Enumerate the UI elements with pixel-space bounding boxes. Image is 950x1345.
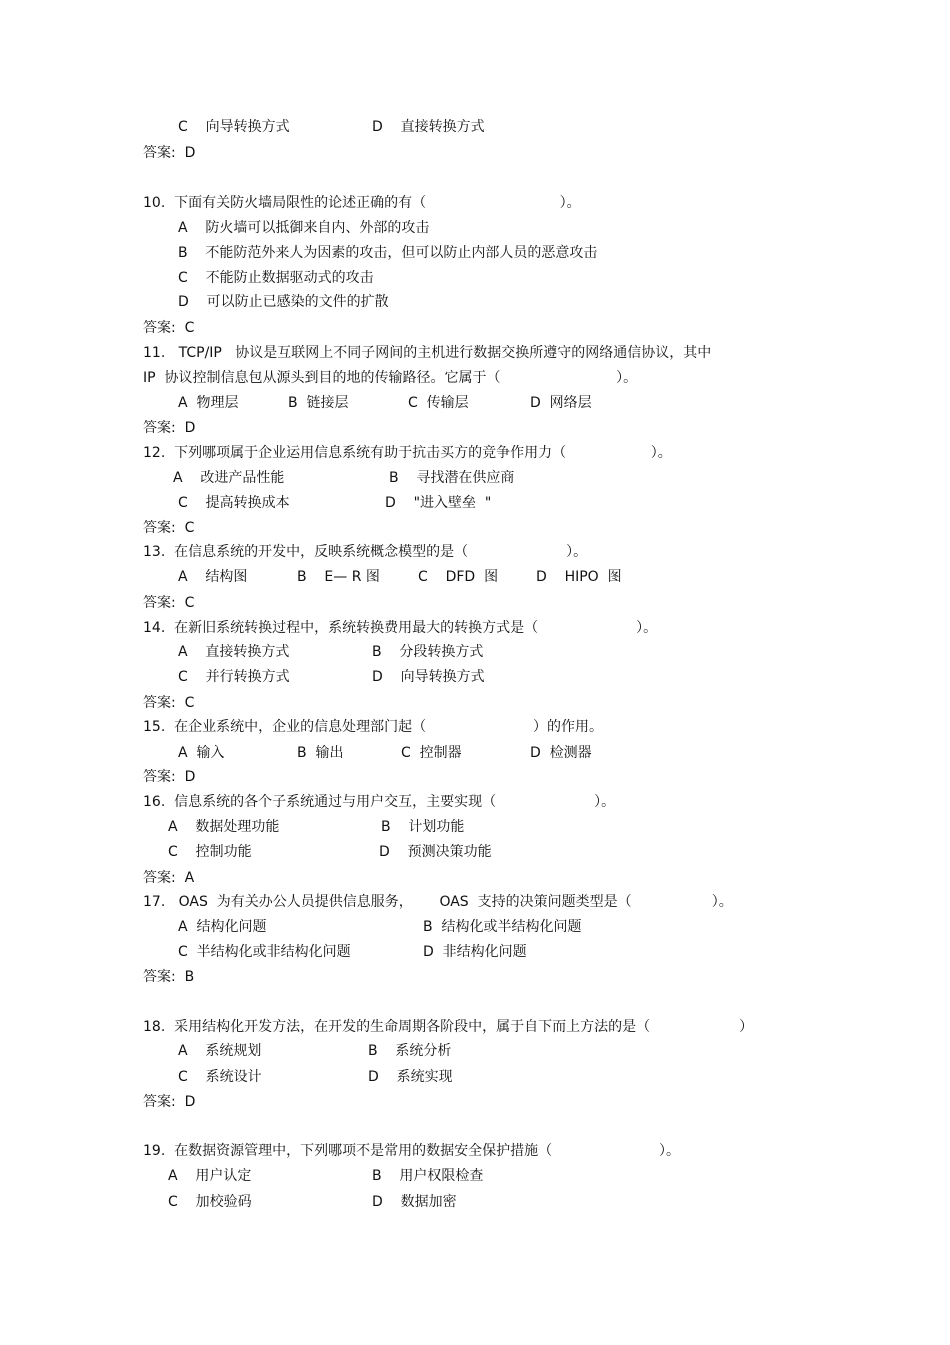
text-line: A 系统规划 — [178, 1043, 262, 1059]
text-line: A 防火墙可以抵御来自内、外部的攻击 — [178, 220, 430, 236]
text-line: C 控制功能 — [168, 844, 252, 860]
text-line: A 结构图 — [178, 569, 248, 585]
text-line: 17. OAS 为有关办公人员提供信息服务， OAS 支持的决策问题类型是（ ）。 — [143, 894, 733, 910]
text-line: B 结构化或半结构化问题 — [423, 919, 582, 935]
text-line: C 不能防止数据驱动式的攻击 — [178, 270, 374, 286]
text-line: A 数据处理功能 — [168, 819, 280, 835]
text-line: 12. 下列哪项属于企业运用信息系统有助于抗击买方的竞争作用力（ ）。 — [143, 445, 672, 461]
text-line: D 检测器 — [530, 745, 592, 761]
text-line: D 数据加密 — [372, 1194, 457, 1210]
text-line: B 分段转换方式 — [372, 644, 484, 660]
text-line: 答案: D — [143, 145, 196, 161]
text-line: D HIPO 图 — [536, 569, 622, 585]
text-line: 18. 采用结构化开发方法，在开发的生命周期各阶段中，属于自下而上方法的是（ ） — [143, 1019, 754, 1035]
text-line: 答案: C — [143, 695, 195, 711]
text-line: 答案: C — [143, 520, 195, 536]
text-line: D 系统实现 — [368, 1069, 453, 1085]
text-line: D 网络层 — [530, 395, 592, 411]
text-line: 16. 信息系统的各个子系统通过与用户交互，主要实现（ ）。 — [143, 794, 616, 810]
text-line: C 并行转换方式 — [178, 669, 290, 685]
text-line: B 用户权限检查 — [372, 1168, 484, 1184]
text-line: C 提高转换成本 — [178, 495, 290, 511]
text-line: B 输出 — [297, 745, 344, 761]
text-line: D 可以防止已感染的文件的扩散 — [178, 294, 389, 310]
text-line: D 直接转换方式 — [372, 119, 485, 135]
text-line: B 链接层 — [288, 395, 349, 411]
text-line: 15. 在企业系统中，企业的信息处理部门起（ ）的作用。 — [143, 719, 603, 735]
text-line: 答案: B — [143, 969, 195, 985]
text-line: A 输入 — [178, 745, 225, 761]
text-line: C 半结构化或非结构化问题 — [178, 944, 351, 960]
text-line: A 用户认定 — [168, 1168, 252, 1184]
text-line: D 预测决策功能 — [379, 844, 492, 860]
text-line: B 不能防范外来人为因素的攻击，但可以防止内部人员的恶意攻击 — [178, 245, 598, 261]
text-line: B E— R 图 — [297, 569, 380, 585]
text-line: 13. 在信息系统的开发中，反映系统概念模型的是（ ）。 — [143, 544, 588, 560]
text-line: D 非结构化问题 — [423, 944, 527, 960]
text-line: B 系统分析 — [368, 1043, 452, 1059]
text-line: 19. 在数据资源管理中，下列哪项不是常用的数据安全保护措施（ ）。 — [143, 1143, 680, 1159]
text-line: A 结构化问题 — [178, 919, 267, 935]
text-line: 答案: D — [143, 1094, 196, 1110]
text-line: C DFD 图 — [418, 569, 499, 585]
text-line: B 寻找潜在供应商 — [389, 470, 515, 486]
text-line: 10. 下面有关防火墙局限性的论述正确的有（ ）。 — [143, 195, 581, 211]
text-line: C 向导转换方式 — [178, 119, 290, 135]
text-line: 答案: C — [143, 320, 195, 336]
text-line: A 物理层 — [178, 395, 239, 411]
text-line: D 向导转换方式 — [372, 669, 485, 685]
text-line: C 传输层 — [408, 395, 469, 411]
text-line: 答案: D — [143, 420, 196, 436]
text-line: B 计划功能 — [381, 819, 465, 835]
text-line: 答案: D — [143, 769, 196, 785]
text-line: A 直接转换方式 — [178, 644, 290, 660]
text-line: D "进入壁垒 " — [385, 495, 492, 511]
text-line: 答案: C — [143, 595, 195, 611]
text-line: C 系统设计 — [178, 1069, 262, 1085]
text-line: 11. TCP/IP 协议是互联网上不同子网间的主机进行数据交换所遵守的网络通信协议，其中 — [143, 345, 712, 361]
text-line: 14. 在新旧系统转换过程中，系统转换费用最大的转换方式是（ ）。 — [143, 620, 658, 636]
text-line: IP 协议控制信息包从源头到目的地的传输路径。它属于（ ）。 — [143, 370, 638, 386]
text-line: 答案: A — [143, 870, 195, 886]
text-line: C 加校验码 — [168, 1194, 252, 1210]
text-line: C 控制器 — [401, 745, 462, 761]
text-line: A 改进产品性能 — [173, 470, 285, 486]
